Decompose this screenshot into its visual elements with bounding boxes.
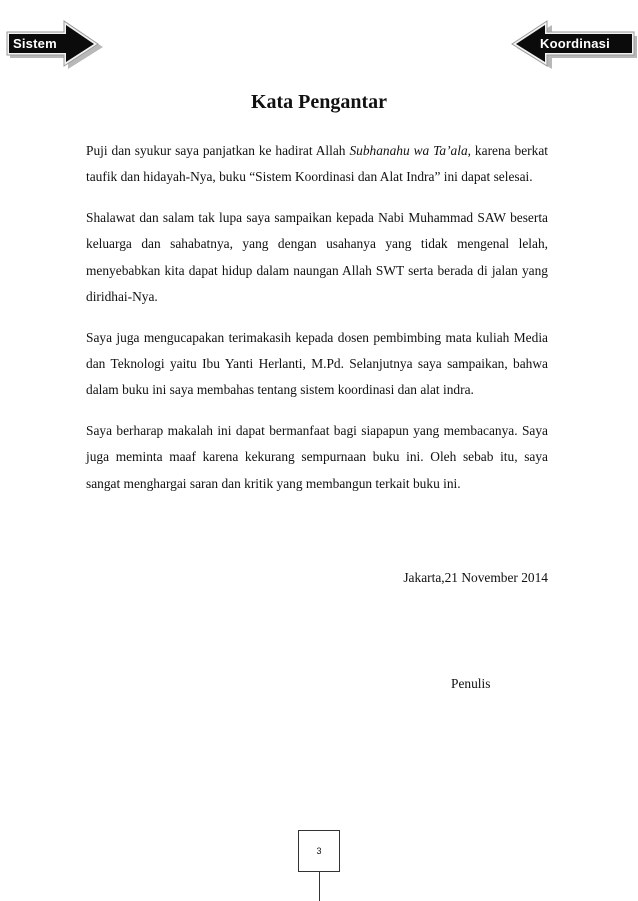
page-number: 3 — [316, 846, 322, 856]
paragraph-italic-text: Subhanahu wa Ta’ala — [349, 143, 468, 158]
author-signature: Penulis — [451, 676, 491, 691]
paragraph-shalawat: Shalawat dan salam tak lupa saya sampaikan kepada Nabi Muhammad SAW beserta keluarga dan sahabatnya, yang dengan usahanya yang tidak mengenal lelah, menyebabkan kita dapat hidup dalam naungan Allah SWT serta berada di jalan yang diridhai-Nya. — [86, 210, 548, 304]
paragraph-thanks: Saya juga mengucapakan terimakasih kepada dosen pembimbing mata kuliah Media dan Teknologi yaitu Ibu Yanti Herlanti, M.Pd. Selanjutnya saya sampaikan, bahwa dalam buku ini saya membahas tentang sistem koordinasi dan alat indra. — [86, 329, 548, 398]
prev-page-label: Sistem — [13, 36, 57, 51]
paragraph-opening — [86, 138, 548, 191]
page-number-box — [298, 830, 340, 872]
page-title: Kata Pengantar — [250, 91, 388, 113]
paragraph-closing: Saya berharap makalah ini dapat bermanfaat bagi siapapun yang membacanya. Saya juga meminta maaf karena kekurang sempurnaan buku ini. Oleh sebab itu, saya sangat menghargai saran dan kritik yang membangun terkait buku ini. — [86, 423, 548, 491]
paragraph-text: , karena berkat taufik dan hidayah-Nya, buku “Sistem Koordinasi dan Alat Indra” ini dapat selesai. — [86, 143, 548, 185]
document-body — [86, 138, 548, 512]
place-date: Jakarta,21 November 2014 — [403, 570, 548, 585]
next-page-arrow-button[interactable] — [510, 20, 638, 70]
next-page-label: Koordinasi — [540, 36, 610, 51]
page-number-line — [319, 872, 320, 901]
prev-page-arrow-button[interactable] — [6, 20, 110, 70]
paragraph-text: Puji dan syukur saya panjatkan ke hadirat Allah — [86, 143, 350, 158]
